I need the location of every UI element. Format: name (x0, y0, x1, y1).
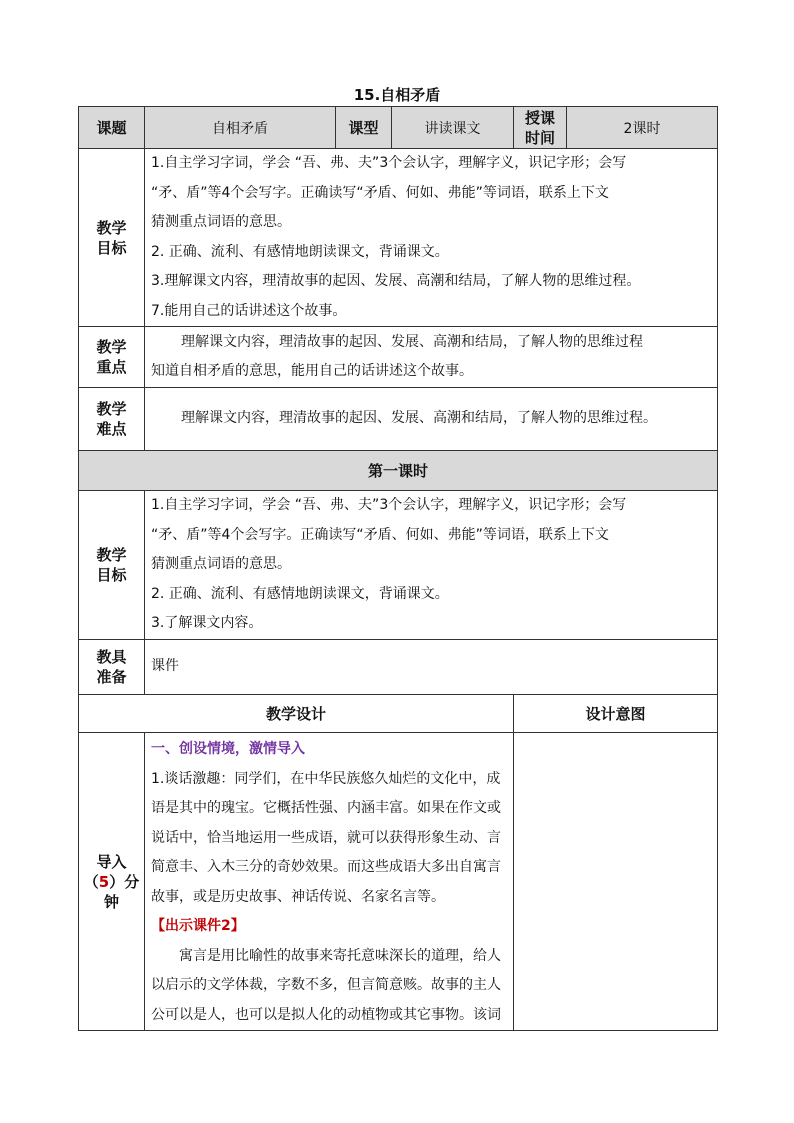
key-points-row (79, 327, 718, 388)
goal-line: “矛、盾”等4个会写字。正确读写“矛盾、何如、弗能”等词语，联系上下文 (151, 526, 609, 543)
lesson-plan-table (78, 106, 718, 1031)
intro-content (145, 733, 514, 1031)
intro-minutes: 5 (98, 872, 110, 891)
goal-line: 7.能用自己的话讲述这个故事。 (151, 302, 347, 319)
goal-line: 猜测重点词语的意思。 (151, 214, 291, 230)
time-label: 授课 时间 (514, 107, 567, 149)
goal-line: “矛、盾”等4个会写字。正确读写“矛盾、何如、弗能”等词语，联系上下文 (151, 184, 609, 201)
intent-column-header: 设计意图 (514, 695, 718, 733)
goal-line: 2. 正确、流利、有感情地朗读课文，背诵课文。 (151, 243, 449, 260)
design-column-header: 教学设计 (79, 695, 514, 733)
time-value: 2课时 (567, 107, 718, 149)
intro-line: 寓言是用比喻性的故事来寄托意味深长的道理，给人 (179, 947, 501, 964)
type-value: 讲读课文 (392, 107, 514, 149)
intro-line: 故事，或是历史故事、神话传说、名家名言等。 (151, 888, 445, 905)
goals-content (145, 149, 718, 327)
tools-label: 教具 准备 (79, 640, 145, 695)
intro-line: 说话中，恰当地运用一些成语，就可以获得形象生动、言 (151, 829, 501, 846)
intent-content (514, 733, 718, 1031)
courseware-tag: 【出示课件2】 (151, 918, 245, 934)
goals-label: 教学 目标 (79, 149, 145, 327)
goal-line: 3.了解课文内容。 (151, 615, 263, 632)
goal-line: 猜测重点词语的意思。 (151, 556, 291, 573)
intro-line: 以启示的文学体裁，字数不多，但言简意赅。故事的主人 (151, 977, 501, 993)
key-points-label: 教学 重点 (79, 327, 145, 388)
type-label: 课型 (336, 107, 392, 149)
goal-line: 3.理解课文内容，理清故事的起因、发展、高潮和结局，了解人物的思维过程。 (151, 273, 641, 289)
goal-line: 1.自主学习字词，学会 “吾、弗、夫”3个会认字，理解字义，识记字形；会写 (151, 497, 627, 514)
intro-line: 简意丰、入木三分的奇妙效果。而这些成语大多出自寓言 (151, 859, 501, 875)
lesson1-heading: 第一课时 (79, 451, 718, 491)
header-row (79, 107, 718, 149)
document-title: 15.自相矛盾 (353, 86, 441, 104)
tools-value: 课件 (145, 640, 718, 695)
intro-row (79, 733, 718, 1031)
lesson1-heading-row (79, 451, 718, 491)
goals-row (79, 149, 718, 327)
lesson1-goals-row (79, 491, 718, 640)
tools-row (79, 640, 718, 695)
goal-line: 1.自主学习字词，学会 “吾、弗、夫”3个会认字，理解字义，识记字形；会写 (151, 155, 627, 171)
key-point-line: 理解课文内容，理清故事的起因、发展、高潮和结局，了解人物的思维过程 (181, 333, 643, 350)
goal-line: 2. 正确、流利、有感情地朗读课文，背诵课文。 (151, 585, 449, 602)
design-header-row (79, 695, 718, 733)
intro-line: 公可以是人，也可以是拟人化的动植物或其它事物。该词 (151, 1006, 501, 1023)
intro-label: 导入 （5）分 钟 (79, 733, 145, 1031)
section-title: 一、创设情境，激情导入 (151, 741, 305, 757)
lesson1-goals-content (145, 491, 718, 640)
difficulties-content: 理解课文内容，理清故事的起因、发展、高潮和结局，了解人物的思维过程。 (145, 388, 718, 451)
intro-line: 1.谈话激趣：同学们，在中华民族悠久灿烂的文化中，成 (151, 770, 501, 787)
topic-value: 自相矛盾 (145, 107, 336, 149)
difficulties-row (79, 388, 718, 451)
intro-duration: （5）分 (83, 872, 140, 891)
intro-line: 语是其中的瑰宝。它概括性强、内涵丰富。如果在作文或 (151, 800, 501, 816)
difficulties-label: 教学 难点 (79, 388, 145, 451)
topic-label: 课题 (79, 107, 145, 149)
key-point-line: 知道自相矛盾的意思，能用自己的话讲述这个故事。 (151, 363, 473, 379)
lesson1-goals-label: 教学 目标 (79, 491, 145, 640)
key-points-content (145, 327, 718, 388)
